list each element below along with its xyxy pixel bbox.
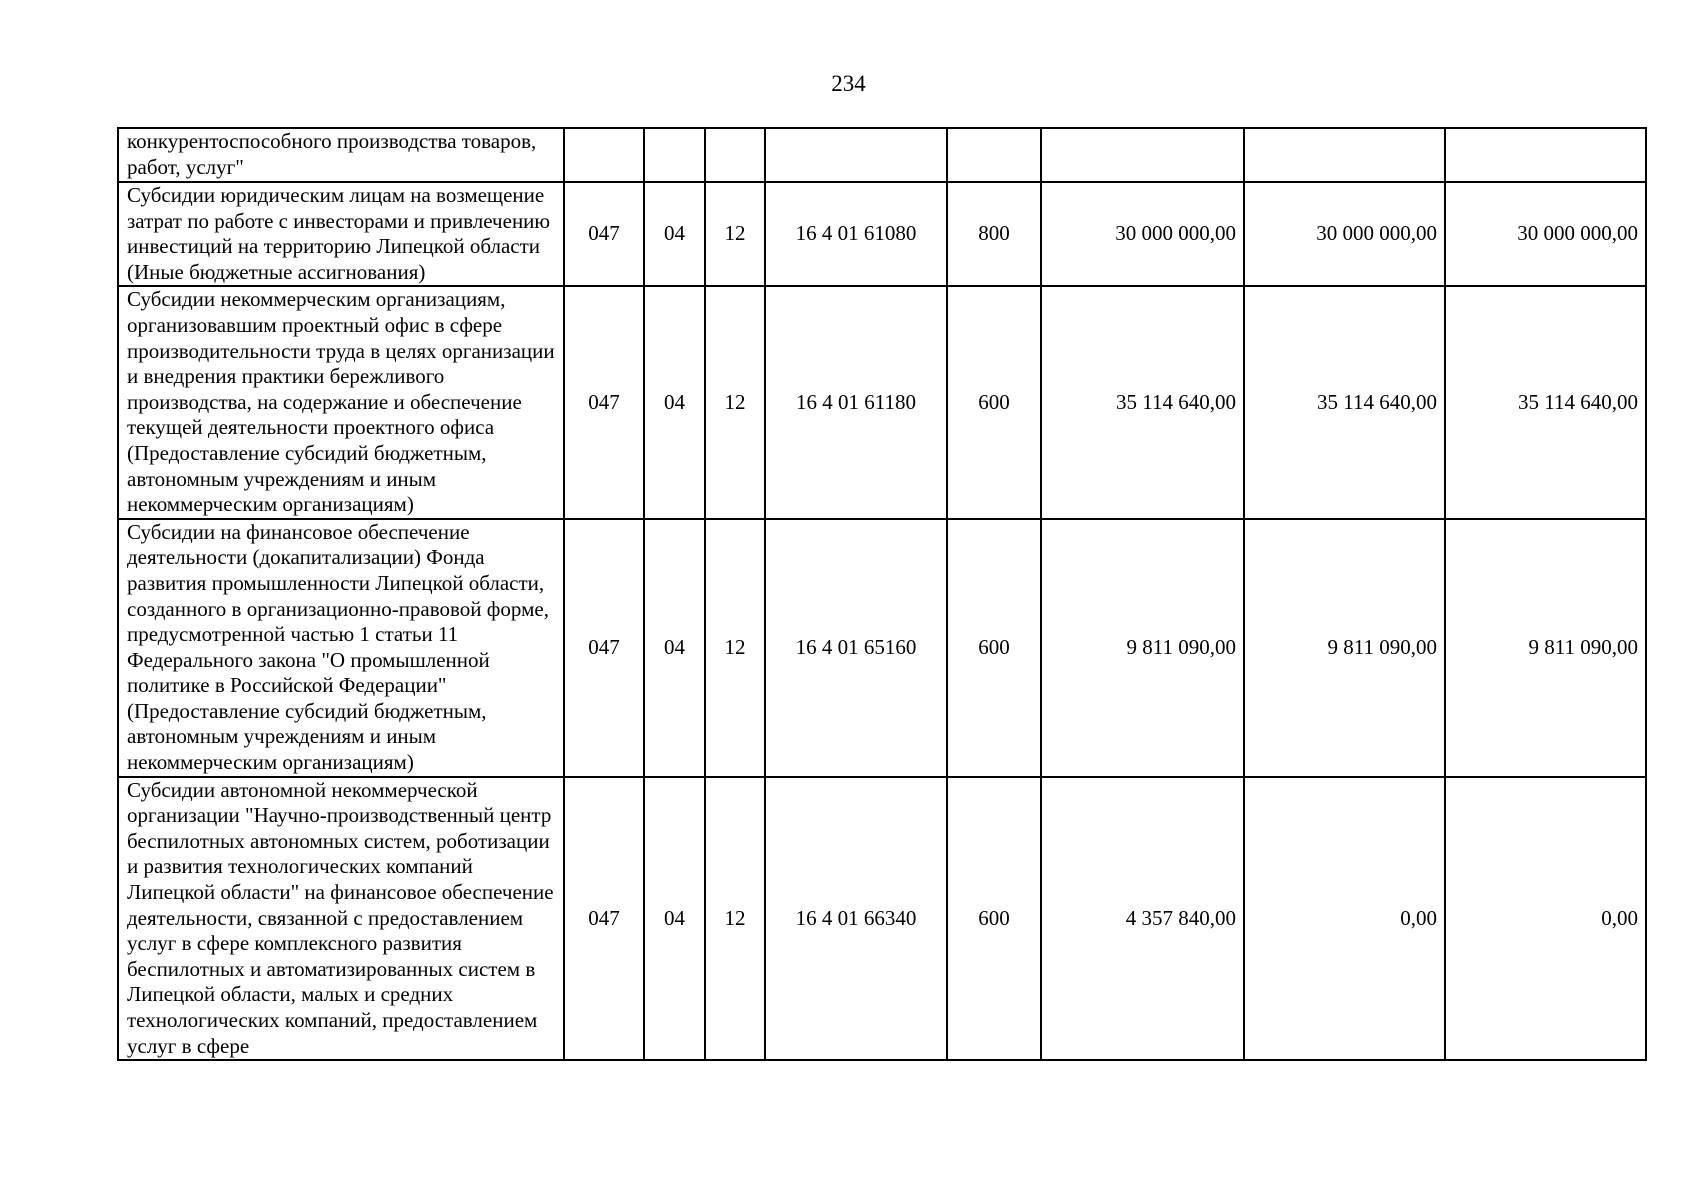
amount-cell: 30 000 000,00: [1244, 182, 1445, 286]
expense-type-cell: 600: [947, 777, 1041, 1061]
expense-type-cell: 600: [947, 286, 1041, 518]
ministry-code-cell: [564, 128, 644, 182]
amount-cell: 9 811 090,00: [1041, 519, 1244, 777]
section-code-cell: 04: [644, 777, 705, 1061]
subsection-code-cell: 12: [705, 519, 765, 777]
target-article-cell: 16 4 01 66340: [765, 777, 947, 1061]
expense-type-cell: 600: [947, 519, 1041, 777]
description-cell: Субсидии некоммерческим организациям, организовавшим проектный офис в сфере производительности труда в целях организации и внедрения практики бережливого производства, на содержание и обеспечение текущей деятельности проектного офиса (Предоставление субсидий бюджетным, автономным учреждениям и иным некоммерческим организациям): [118, 286, 564, 518]
section-code-cell: 04: [644, 519, 705, 777]
amount-cell: 30 000 000,00: [1041, 182, 1244, 286]
subsection-code-cell: 12: [705, 777, 765, 1061]
target-article-cell: 16 4 01 61180: [765, 286, 947, 518]
description-cell: Субсидии автономной некоммерческой организации "Научно-производственный центр беспилотных автономных систем, роботизации и развития технологических компаний Липецкой области" на финансовое обеспечение деятельности, связанной с предоставлением услуг в сфере комплексного развития беспилотных и автоматизированных систем в Липецкой области, малых и средних технологических компаний, предоставлением услуг в сфере: [118, 777, 564, 1061]
table-row: [118, 286, 1646, 518]
target-article-cell: [765, 128, 947, 182]
amount-cell: 35 114 640,00: [1244, 286, 1445, 518]
description-cell: Субсидии на финансовое обеспечение деятельности (докапитализации) Фонда развития промышленности Липецкой области, созданного в организационно-правовой форме, предусмотренной частью 1 статьи 11 Федерального закона "О промышленной политике в Российской Федерации" (Предоставление субсидий бюджетным, автономным учреждениям и иным некоммерческим организациям): [118, 519, 564, 777]
description-cell: Субсидии юридическим лицам на возмещение затрат по работе с инвесторами и привлечению инвестиций на территорию Липецкой области (Иные бюджетные ассигнования): [118, 182, 564, 286]
target-article-cell: 16 4 01 61080: [765, 182, 947, 286]
table-row: [118, 777, 1646, 1061]
ministry-code-cell: 047: [564, 182, 644, 286]
section-code-cell: 04: [644, 286, 705, 518]
ministry-code-cell: 047: [564, 777, 644, 1061]
subsection-code-cell: 12: [705, 182, 765, 286]
amount-cell: 9 811 090,00: [1445, 519, 1646, 777]
amount-cell: [1244, 128, 1445, 182]
amount-cell: 30 000 000,00: [1445, 182, 1646, 286]
description-cell: конкурентоспособного производства товаров, работ, услуг": [118, 128, 564, 182]
amount-cell: 35 114 640,00: [1445, 286, 1646, 518]
expense-type-cell: 800: [947, 182, 1041, 286]
amount-cell: [1445, 128, 1646, 182]
expense-type-cell: [947, 128, 1041, 182]
table-row: [118, 128, 1646, 182]
ministry-code-cell: 047: [564, 519, 644, 777]
page-number: 234: [831, 71, 866, 96]
amount-cell: [1041, 128, 1244, 182]
ministry-code-cell: 047: [564, 286, 644, 518]
amount-cell: 0,00: [1445, 777, 1646, 1061]
budget-table: [117, 127, 1647, 1061]
amount-cell: 4 357 840,00: [1041, 777, 1244, 1061]
subsection-code-cell: [705, 128, 765, 182]
amount-cell: 35 114 640,00: [1041, 286, 1244, 518]
amount-cell: 0,00: [1244, 777, 1445, 1061]
table-row: [118, 519, 1646, 777]
table-row: [118, 182, 1646, 286]
section-code-cell: [644, 128, 705, 182]
target-article-cell: 16 4 01 65160: [765, 519, 947, 777]
section-code-cell: 04: [644, 182, 705, 286]
amount-cell: 9 811 090,00: [1244, 519, 1445, 777]
subsection-code-cell: 12: [705, 286, 765, 518]
